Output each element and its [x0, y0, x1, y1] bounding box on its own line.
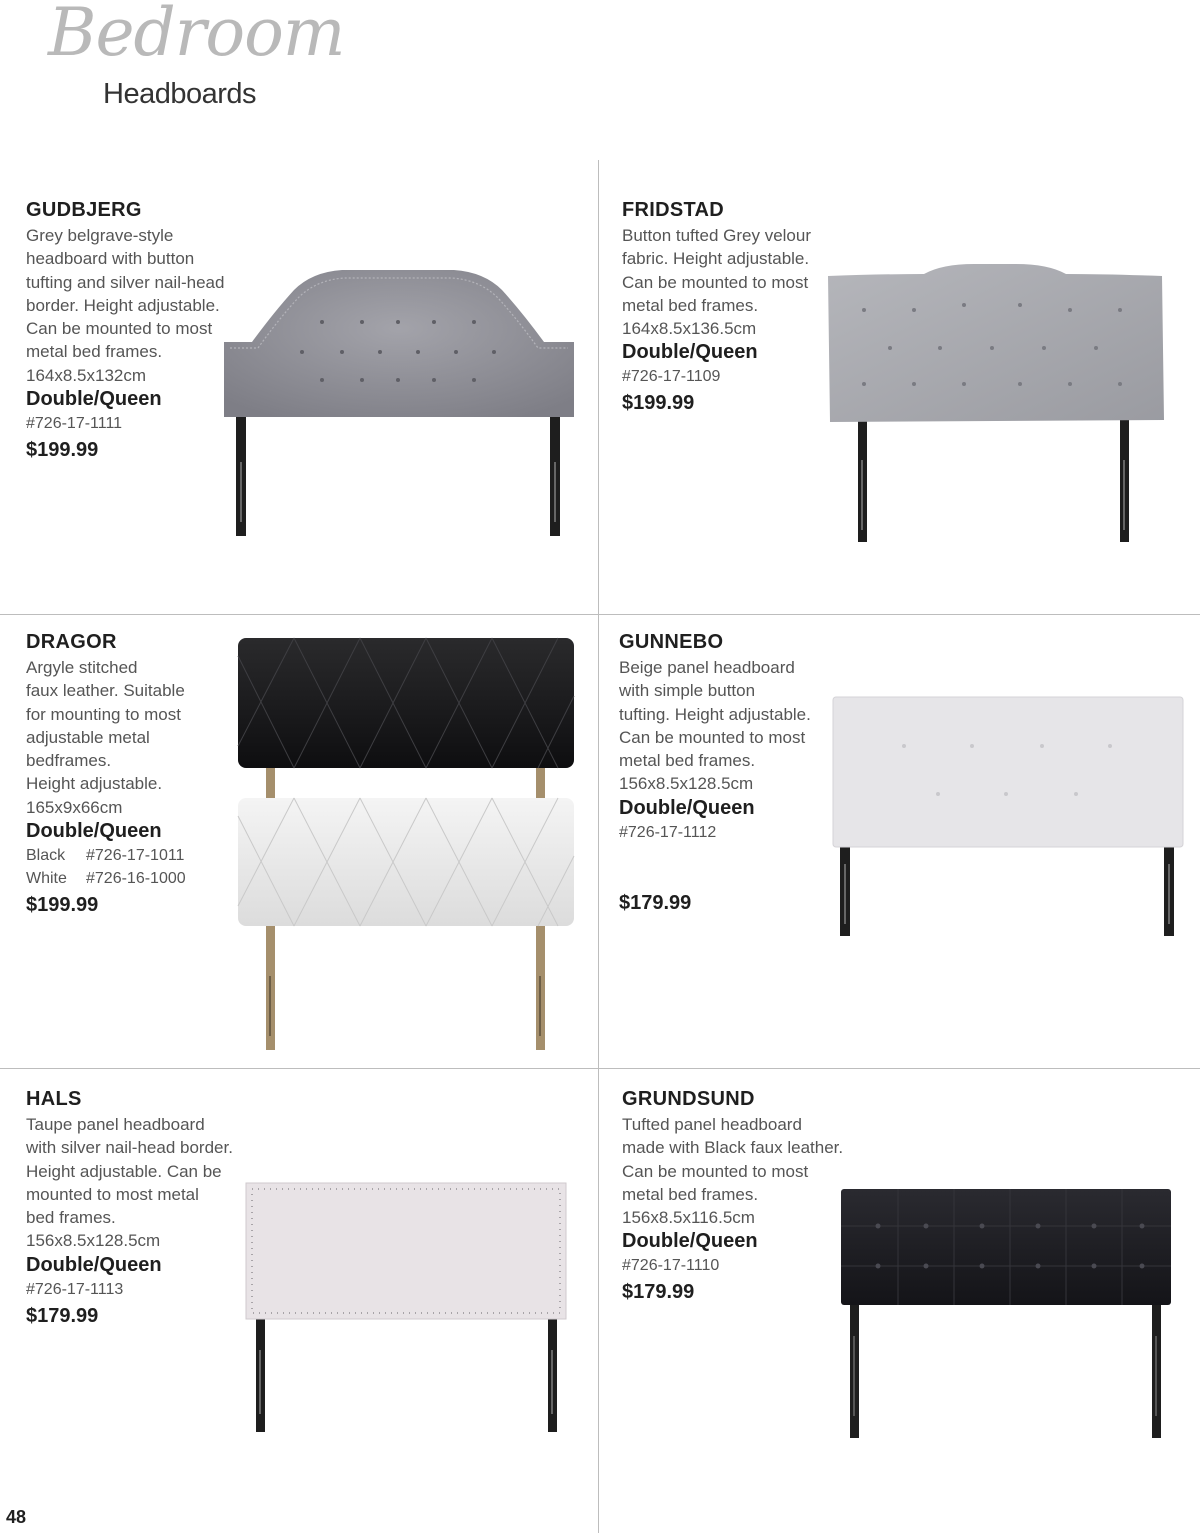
row-divider-1	[0, 614, 1200, 615]
variant-label: Black	[26, 847, 66, 865]
section-subtitle: Headboards	[103, 78, 256, 110]
gunnebo-headboard-image	[830, 694, 1186, 940]
product-price: $199.99	[26, 894, 99, 917]
product-name: FRIDSTAD	[622, 199, 725, 221]
product-description: Beige panel headboard with simple button tufting. Height adjustable. Can be mounted to most metal bed frames.	[619, 658, 811, 771]
page-number: 48	[6, 1507, 27, 1527]
row-divider-2	[0, 1068, 1200, 1069]
product-name: GUNNEBO	[619, 631, 724, 653]
product-sku: #726-17-1110	[622, 1257, 720, 1275]
product-dimensions: 164x8.5x136.5cm	[622, 319, 757, 339]
product-description: Argyle stitched faux leather. Suitable for mounting to most adjustable metal bedframes. Height adjustable.	[26, 658, 185, 794]
product-description: Button tufted Grey velour fabric. Height adjustable. Can be mounted to most metal bed frames.	[622, 226, 811, 315]
product-sku: #726-17-1112	[619, 823, 717, 841]
product-bed-size: Double/Queen	[26, 388, 162, 411]
variant-label: White	[26, 870, 67, 888]
product-hals	[26, 1088, 246, 1329]
product-bed-size: Double/Queen	[622, 341, 758, 364]
product-bed-size: Double/Queen	[619, 796, 755, 819]
product-dimensions: 156x8.5x116.5cm	[622, 1208, 755, 1228]
product-price: $199.99	[622, 392, 695, 415]
product-gudbjerg	[26, 199, 246, 463]
product-gunnebo	[619, 631, 829, 916]
product-bed-size: Double/Queen	[26, 820, 162, 843]
gudbjerg-headboard-image	[222, 262, 576, 540]
product-dimensions: 165x9x66cm	[26, 797, 123, 817]
product-dimensions: 164x8.5x132cm	[26, 365, 147, 385]
product-sku: #726-17-1111	[26, 415, 123, 433]
product-name: GRUNDSUND	[622, 1088, 755, 1110]
variant-sku: #726-16-1000	[86, 870, 186, 888]
product-grundsund	[622, 1088, 862, 1305]
product-price: $179.99	[622, 1281, 695, 1304]
product-sku: #726-17-1109	[622, 368, 721, 386]
grundsund-headboard-image	[838, 1186, 1174, 1442]
variant-white	[26, 867, 236, 890]
hals-headboard-image	[242, 1180, 570, 1436]
section-script-title: Bedroom	[48, 0, 345, 71]
product-price: $199.99	[26, 439, 99, 462]
product-name: GUDBJERG	[26, 199, 142, 221]
product-description: Tufted panel headboard made with Black faux leather. Can be mounted to most metal bed frames.	[622, 1115, 844, 1204]
product-fridstad	[622, 199, 842, 416]
product-description: Taupe panel headboard with silver nail-head border. Height adjustable. Can be mounted to most metal bed frames.	[26, 1115, 233, 1228]
product-description: Grey belgrave-style headboard with button tufting and silver nail-head border. Height adjustable. Can be mounted to most metal bed frames.	[26, 226, 225, 362]
product-dragor	[26, 631, 236, 918]
product-bed-size: Double/Queen	[26, 1253, 162, 1276]
column-divider	[598, 160, 599, 1533]
product-price: $179.99	[619, 891, 692, 914]
product-dimensions: 156x8.5x128.5cm	[26, 1231, 161, 1251]
fridstad-headboard-image	[824, 260, 1166, 544]
dragor-headboard-image	[234, 636, 578, 1054]
product-sku: #726-17-1113	[26, 1280, 124, 1298]
product-bed-size: Double/Queen	[622, 1230, 758, 1253]
product-name: DRAGOR	[26, 631, 117, 653]
product-name: HALS	[26, 1088, 82, 1110]
product-dimensions: 156x8.5x128.5cm	[619, 774, 754, 794]
variant-black	[26, 844, 236, 867]
variant-sku: #726-17-1011	[86, 847, 185, 865]
product-price: $179.99	[26, 1304, 99, 1327]
